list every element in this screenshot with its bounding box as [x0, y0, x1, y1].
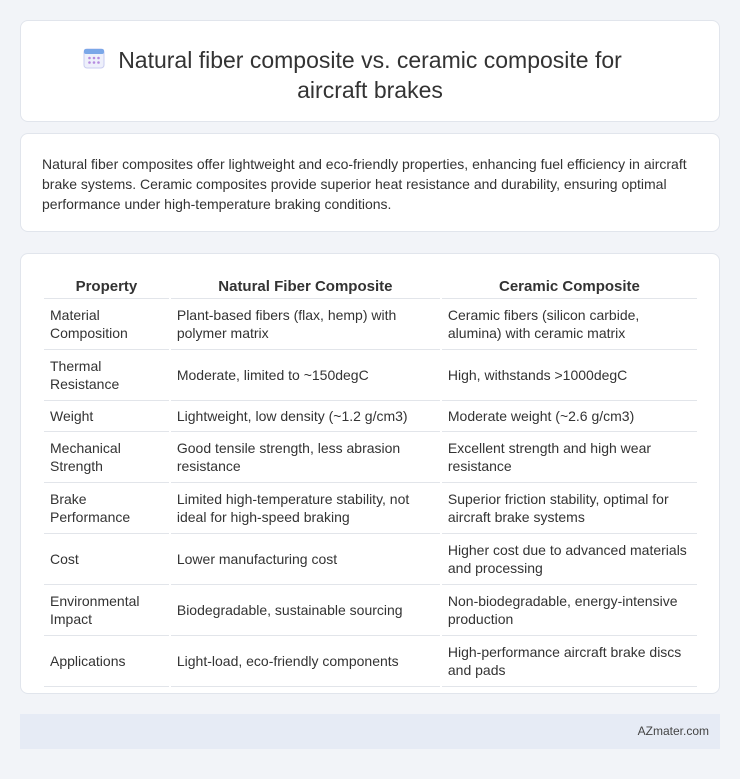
title-line-2: aircraft brakes [297, 77, 443, 103]
intro-card [20, 133, 720, 232]
table-row [44, 483, 697, 534]
row-natural-fiber: Good tensile strength, less abrasion resistance [171, 432, 440, 483]
table-row [44, 299, 697, 350]
table-row [44, 585, 697, 636]
row-property: Brake Performance [44, 483, 169, 534]
row-ceramic: Moderate weight (~2.6 g/cm3) [442, 401, 697, 432]
table-row [44, 432, 697, 483]
row-natural-fiber: Lightweight, low density (~1.2 g/cm3) [171, 401, 440, 432]
intro-paragraph: Natural fiber composites offer lightweight and eco-friendly properties, enhancing fuel efficiency in aircraft brake systems. Ceramic composites provide superior heat resistance and durability, ensuring optimal performance under high-temperature braking conditions. [42, 156, 687, 212]
footer-site-link[interactable]: AZmater.com [637, 724, 709, 738]
row-ceramic: Non-biodegradable, energy-intensive production [442, 585, 697, 636]
title-line-1: Natural fiber composite vs. ceramic composite for [118, 47, 622, 73]
table-row [44, 401, 697, 432]
row-property: Cost [44, 534, 169, 585]
row-ceramic: Ceramic fibers (silicon carbide, alumina) with ceramic matrix [442, 299, 697, 350]
row-natural-fiber: Plant-based fibers (flax, hemp) with polymer matrix [171, 299, 440, 350]
page-title [118, 45, 622, 105]
row-property: Environmental Impact [44, 585, 169, 636]
comparison-table-card [20, 253, 720, 694]
row-ceramic: Superior friction stability, optimal for aircraft brake systems [442, 483, 697, 534]
row-natural-fiber: Moderate, limited to ~150degC [171, 350, 440, 401]
row-natural-fiber: Biodegradable, sustainable sourcing [171, 585, 440, 636]
row-property: Mechanical Strength [44, 432, 169, 483]
row-ceramic: High-performance aircraft brake discs and pads [442, 636, 697, 687]
header-ceramic: Ceramic Composite [442, 274, 697, 299]
row-ceramic: High, withstands >1000degC [442, 350, 697, 401]
header-property: Property [44, 274, 169, 299]
row-property: Weight [44, 401, 169, 432]
table-row [44, 534, 697, 585]
table-header-row [44, 274, 697, 299]
row-natural-fiber: Limited high-temperature stability, not ideal for high-speed braking [171, 483, 440, 534]
header-natural-fiber: Natural Fiber Composite [171, 274, 440, 299]
title-card [20, 20, 720, 122]
row-ceramic: Excellent strength and high wear resistance [442, 432, 697, 483]
row-property: Material Composition [44, 299, 169, 350]
row-property: Thermal Resistance [44, 350, 169, 401]
comparison-table [42, 274, 699, 687]
table-row [44, 636, 697, 687]
footer-bar [20, 714, 720, 749]
row-natural-fiber: Light-load, eco-friendly components [171, 636, 440, 687]
row-property: Applications [44, 636, 169, 687]
table-row [44, 350, 697, 401]
row-ceramic: Higher cost due to advanced materials and processing [442, 534, 697, 585]
row-natural-fiber: Lower manufacturing cost [171, 534, 440, 585]
